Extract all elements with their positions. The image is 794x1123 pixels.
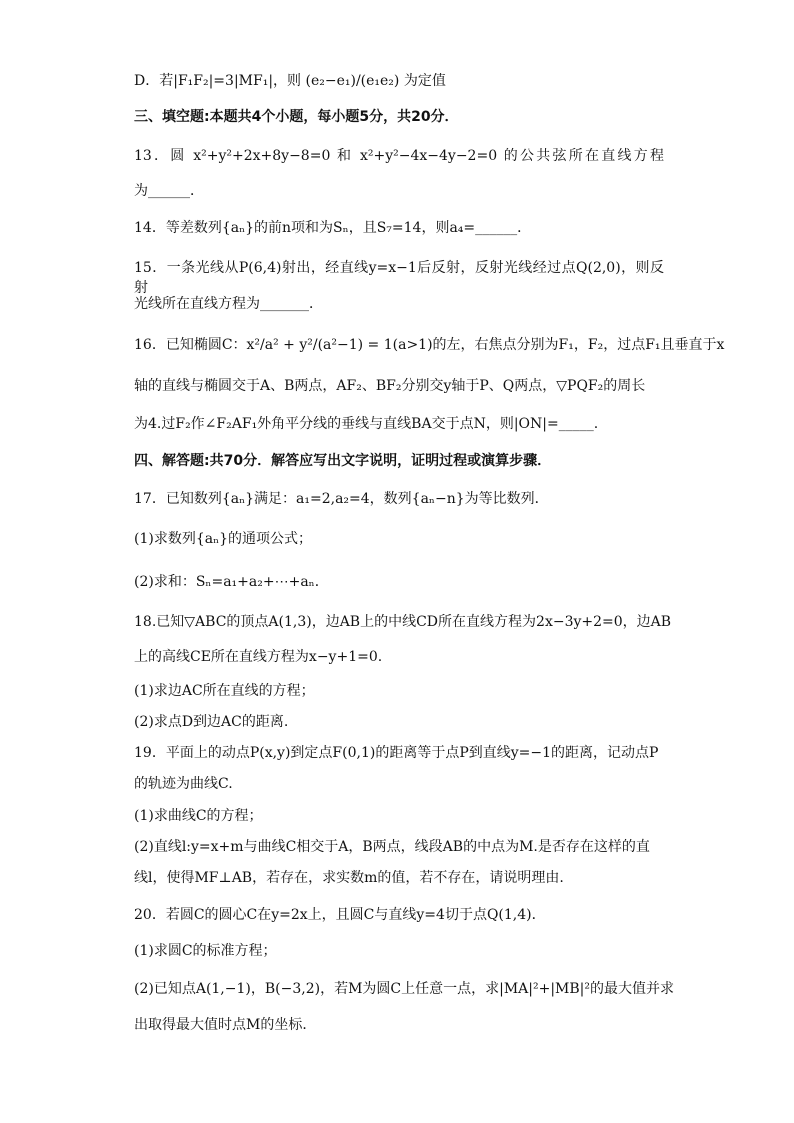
option-d: D．若|F₁F₂|=3|MF₁|，则 (e₂−e₁)/(e₁e₂) 为定值	[134, 73, 446, 89]
question-16-cont-2: 为4.过F₂作∠F₂AF₁外角平分线的垂线与直线BA交于点N，则|ON|=_____.	[134, 416, 599, 432]
question-15: 15．一条光线从P(6,4)射出，经直线y=x−1后反射，反射光线经过点Q(2,0)，则反射	[134, 260, 664, 296]
question-17-part-1: (1)求数列{aₙ}的通项公式；	[134, 531, 313, 547]
question-18: 18.已知▽ABC的顶点A(1,3)，边AB上的中线CD所在直线方程为2x−3y+2=0，边AB	[134, 614, 672, 630]
question-13-cont: 为______．	[134, 183, 204, 199]
question-18-cont: 上的高线CE所在直线方程为x−y+1=0.	[134, 649, 383, 665]
question-13: 13．圆 x²+y²+2x+8y−8=0 和 x²+y²−4x−4y−2=0 的公共弦所在直线方程	[134, 148, 664, 164]
question-20-part-2-cont: 出取得最大值时点M的坐标．	[134, 1017, 317, 1033]
question-19-part-2-cont: 线l，使得MF⊥AB，若存在，求实数m的值，若不存在，请说明理由.	[134, 870, 564, 886]
question-20-part-2: (2)已知点A(1,−1)，B(−3,2)，若M为圆C上任意一点，求|MA|²+|MB|²的最大值并求	[134, 981, 675, 997]
section-four-heading: 四、解答题:共70分．解答应写出文字说明，证明过程或演算步骤．	[134, 453, 552, 469]
question-20-part-1: (1)求圆C的标准方程；	[134, 943, 277, 959]
question-15-cont: 光线所在直线方程为_______．	[134, 296, 323, 312]
question-18-part-1: (1)求边AC所在直线的方程；	[134, 683, 315, 699]
question-19-cont: 的轨迹为曲线C.	[134, 776, 233, 792]
section-three-heading: 三、填空题:本题共4个小题，每小题5分，共20分．	[134, 109, 459, 125]
question-17: 17．已知数列{aₙ}满足：a₁=2,a₂=4，数列{aₙ−n}为等比数列．	[134, 491, 549, 507]
question-19: 19．平面上的动点P(x,y)到定点F(0,1)的距离等于点P到直线y=−1的距离，记动点P	[134, 745, 659, 761]
question-17-part-2: (2)求和：Sₙ=a₁+a₂+⋯+aₙ．	[134, 574, 329, 590]
question-16: 16．已知椭圆C：x²/a² + y²/(a²−1) = 1(a>1)的左，右焦点分别为F₁，F₂，过点F₁且垂直于x	[134, 337, 725, 353]
question-16-cont-1: 轴的直线与椭圆交于A、B两点，AF₂、BF₂分别交y轴于P、Q两点，▽PQF₂的周长	[134, 378, 646, 394]
question-19-part-2: (2)直线l:y=x+m与曲线C相交于A，B两点，线段AB的中点为M.是否存在这样的直	[134, 839, 650, 855]
question-18-part-2: (2)求点D到边AC的距离.	[134, 714, 289, 730]
question-20: 20．若圆C的圆心C在y=2x上，且圆C与直线y=4切于点Q(1,4)．	[134, 907, 546, 923]
question-19-part-1: (1)求曲线C的方程；	[134, 808, 263, 824]
question-14: 14．等差数列{aₙ}的前n项和为Sₙ，且S₇=14，则a₄=______．	[134, 220, 532, 236]
